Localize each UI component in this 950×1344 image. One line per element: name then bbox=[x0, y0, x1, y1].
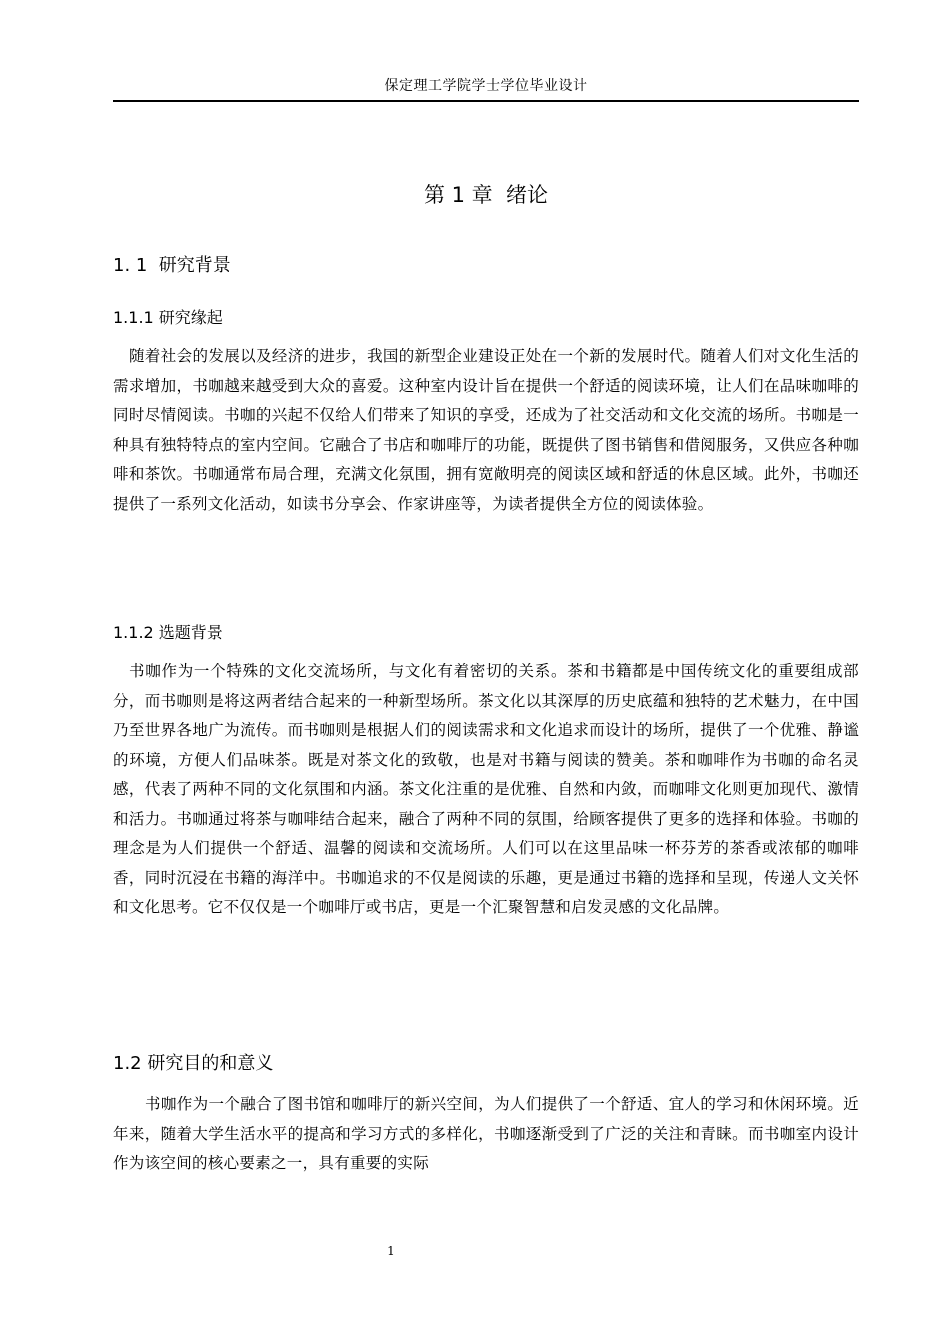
paragraph-topic-background: 书咖作为一个特殊的文化交流场所，与文化有着密切的关系。茶和书籍都是中国传统文化的重要组成部分，而书咖则是将这两者结合起来的一种新型场所。茶文化以其深厚的历史底蕴和独特的艺术魅力，在中国乃至世界各地广为流传。而书咖则是根据人们的阅读需求和文化追求而设计的场所，提供了一个优雅、静谧的环境，方便人们品味茶。既是对茶文化的致敬，也是对书籍与阅读的赞美。茶和咖啡作为书咖的命名灵感，代表了两种不同的文化氛围和内涵。茶文化注重的是优雅、自然和内敛，而咖啡文化则更加现代、激情和活力。书咖通过将茶与咖啡结合起来，融合了两种不同的氛围，给顾客提供了更多的选择和体验。书咖的理念是为人们提供一个舒适、温馨的阅读和交流场所。人们可以在这里品味一杯芬芳的茶香或浓郁的咖啡香，同时沉浸在书籍的海洋中。书咖追求的不仅是阅读的乐趣，更是通过书籍的选择和呈现，传递人文关怀和文化思考。它不仅仅是一个咖啡厅或书店，更是一个汇聚智慧和启发灵感的文化品牌。 bbox=[113, 662, 859, 916]
section-heading-1-1: 1. 1 研究背景 bbox=[113, 255, 231, 276]
paragraph-research-origin: 随着社会的发展以及经济的进步，我国的新型企业建设正处在一个新的发展时代。随着人们对文化生活的需求增加，书咖越来越受到大众的喜爱。这种室内设计旨在提供一个舒适的阅读环境，让人们在品味咖啡的同时尽情阅读。书咖的兴起不仅给人们带来了知识的享受，还成为了社交活动和文化交流的场所。书咖是一种具有独特特点的室内空间。它融合了书店和咖啡厅的功能，既提供了图书销售和借阅服务，又供应各种咖啡和茶饮。书咖通常布局合理，充满文化氛围，拥有宽敞明亮的阅读区域和舒适的休息区域。此外，书咖还提供了一系列文化活动，如读书分享会、作家讲座等，为读者提供全方位的阅读体验。 bbox=[113, 347, 859, 513]
page-header: 保定理工学院学士学位毕业设计 bbox=[384, 78, 588, 94]
section-heading-1-2: 1.2 研究目的和意义 bbox=[113, 1053, 274, 1074]
chapter-title: 第 1 章 绪论 bbox=[423, 183, 549, 207]
subsection-heading-1-1-2: 1.1.2 选题背景 bbox=[113, 623, 223, 642]
header-rule bbox=[113, 100, 859, 102]
page-number: 1 bbox=[387, 1244, 395, 1258]
paragraph-purpose-significance: 书咖作为一个融合了图书馆和咖啡厅的新兴空间，为人们提供了一个舒适、宜人的学习和休闲环境。近年来，随着大学生活水平的提高和学习方式的多样化，书咖逐渐受到了广泛的关注和青睐。而书咖室内设计作为该空间的核心要素之一，具有重要的实际 bbox=[113, 1095, 859, 1172]
subsection-heading-1-1-1: 1.1.1 研究缘起 bbox=[113, 308, 223, 327]
